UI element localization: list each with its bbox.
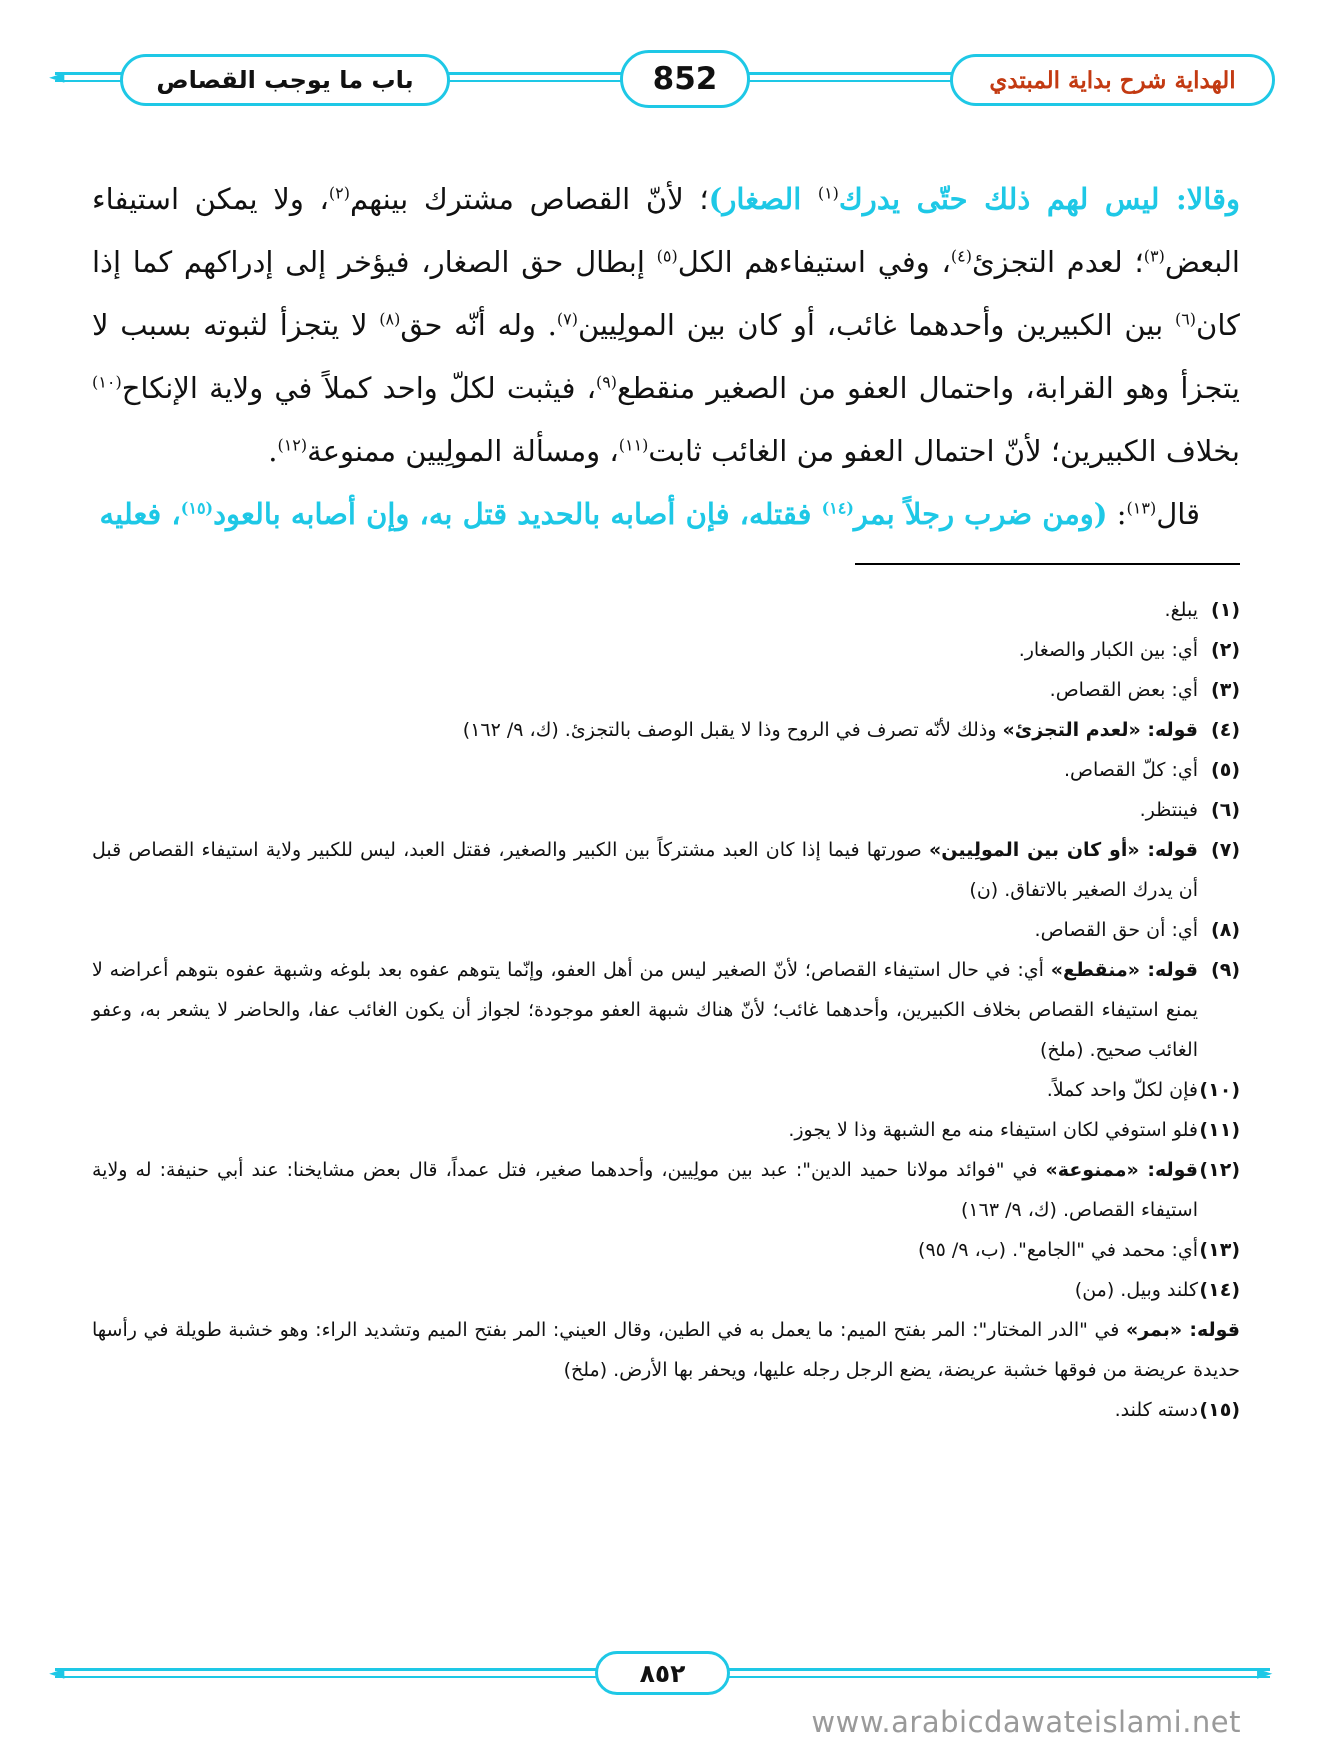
footnote-label: قوله: «أو كان بين المولِيين»: [928, 839, 1198, 861]
footnote-ref[interactable]: (١٣): [1126, 498, 1157, 518]
main-text: [92, 168, 1240, 546]
footnote-text: فلو استوفي لكان استيفاء منه مع الشبهة وذا لا يجوز.: [788, 1119, 1198, 1141]
footnote-text: دسته كلند.: [1114, 1399, 1198, 1421]
footnote-text: يبلغ.: [1164, 599, 1198, 621]
footnote-number: (١١): [1199, 1119, 1240, 1141]
sharh-text: بين الكبيرين وأحدهما غائب، أو كان بين المولِيين: [577, 308, 1175, 342]
sharh-text: ؛ لعدم التجزئ: [971, 245, 1144, 279]
footnote-7: [92, 830, 1240, 910]
footnote-number: (١): [1211, 599, 1240, 621]
footnote-number: (٣): [1211, 679, 1240, 701]
footnote-text: أي: بعض القصاص.: [1049, 679, 1198, 701]
footnote-text: في "فوائد مولانا حميد الدين": عبد بين مولِيين، وأحدهما صغير، فتل عمداً، قال بعض مشايخنا: عند أبي حنيفة: له ولاية استيفاء القصاص. (ك، ٩/ ١٦٣): [92, 1159, 1198, 1221]
sharh-text: . وله أنّه حق: [400, 308, 557, 342]
footnote-15: [92, 1390, 1240, 1430]
footnote-number: (٦): [1211, 799, 1240, 821]
footer-ornament-right: ►: [1257, 1660, 1273, 1684]
sharh-text: ؛ لأنّ القصاص مشترك بينهم: [349, 182, 709, 216]
matn-text: (ومن ضرب رجلاً بمر: [853, 497, 1108, 531]
footnotes: [92, 590, 1240, 1430]
footnote-label: قوله: «منقطع»: [1050, 959, 1198, 981]
footnote-number: (٢): [1211, 639, 1240, 661]
footnote-text: أي: أن حق القصاص.: [1034, 919, 1198, 941]
footnote-ref[interactable]: (١٤): [821, 498, 854, 518]
sharh-text: ، ومسألة المولِيين ممنوعة: [307, 434, 619, 468]
page-footer: [49, 1648, 1273, 1698]
footnote-text: أي: في حال استيفاء القصاص؛ لأنّ الصغير ليس من أهل العفو، وإنّما يتوهم عفوه بعد بلوغه وشبهة عفوه بتوهم أعراضه لا يمنع استيفاء القصاص بخلاف الكبيرين، وأحدهما غائب؛ لأنّ هناك شبهة العفو موجودة؛ لجواز أن يكون الغائب عفا، والحاضر لا يشعر به، وعفو الغائب صحيح. (ملخ): [92, 959, 1198, 1061]
chapter-title: باب ما يوجب القصاص: [120, 54, 450, 106]
sharh-text: .: [268, 434, 278, 468]
footnote-ref[interactable]: (٩): [595, 372, 618, 392]
footnote-ref[interactable]: (١): [817, 183, 839, 203]
footnote-text: أي: كلّ القصاص.: [1063, 759, 1198, 781]
footnote-ref[interactable]: (٧): [556, 309, 578, 329]
footnote-3: [92, 670, 1240, 710]
page-header: [49, 48, 1270, 108]
book-title: الهداية شرح بداية المبتدي: [950, 54, 1275, 106]
footer-page-number: ٨٥٢: [595, 1651, 730, 1695]
matn-text: الصغار): [708, 182, 818, 216]
footnote-text: في "الدر المختار": المر بفتح الميم: ما يعمل به في الطين، وقال العيني: المر بفتح الميم وتشديد الراء: وهو خشبة طويلة في رأسها حديدة عريضة من فوقها خشبة عريضة، يضع الرجل رجله عليها، ويحفر بها الأرض. (ملخ): [92, 1319, 1240, 1381]
sharh-text: لا يتجزأ لثبوته بسبب لا يتجزأ وهو القرابة، واحتمال العفو من الصغير منقطع: [92, 308, 1240, 405]
footnote-8: [92, 910, 1240, 950]
footnote-number: (٧): [1211, 839, 1240, 861]
footnote-text: أي: بين الكبار والصغار.: [1018, 639, 1198, 661]
sharh-text: ، ولا يمكن استيفاء البعض: [92, 182, 1240, 279]
header-ornament-left: ◄: [49, 64, 65, 88]
sharh-text: بخلاف الكبيرين؛ لأنّ احتمال العفو من الغائب ثابت: [648, 434, 1240, 468]
footnote-number: (١٣): [1199, 1239, 1240, 1261]
sharh-text: ، فيثبت لكلّ واحد كملاً في ولاية الإنكاح: [121, 371, 596, 405]
main-paragraph-2: [92, 483, 1240, 546]
footnote-1: [92, 590, 1240, 630]
footnote-label: قوله: «ممنوعة»: [1045, 1159, 1198, 1181]
footnote-ref[interactable]: (٢): [328, 183, 350, 203]
matn-text: ، فعليه: [99, 497, 181, 531]
footnote-text: فينتظر.: [1139, 799, 1198, 821]
footer-ornament-left: ◄: [49, 1660, 65, 1684]
footnote-11: [92, 1110, 1240, 1150]
matn-qala: وقالا:: [1176, 182, 1240, 216]
matn-text: فقتله، فإن أصابه بالحديد قتل به، وإن أصابه بالعود: [213, 497, 822, 531]
footnote-ref[interactable]: (٦): [1174, 309, 1197, 329]
footnote-ref[interactable]: (٨): [379, 309, 401, 329]
sharh-text: :: [1107, 497, 1127, 531]
footnote-12: [92, 1150, 1240, 1230]
matn-text: ليس لهم ذلك حتّى يدرك: [838, 182, 1177, 216]
footnote-text: صورتها فيما إذا كان العبد مشتركاً بين الكبير والصغير، فقتل العبد، ليس للكبير ولاية استيفاء القصاص قبل أن يدرك الصغير بالاتفاق. (ن): [92, 839, 1198, 901]
footnote-ref[interactable]: (١١): [618, 435, 649, 455]
footnote-text: أي: محمد في "الجامع". (ب، ٩/ ٩٥): [918, 1239, 1198, 1261]
footnote-label: قوله: «بمر»: [1125, 1319, 1240, 1341]
footnote-10: [92, 1070, 1240, 1110]
footnote-number: (١٤): [1199, 1279, 1240, 1301]
footnote-ref[interactable]: (١٢): [277, 435, 308, 455]
footnote-number: (٤): [1211, 719, 1240, 741]
footnote-text: كلند وبيل. (من): [1074, 1279, 1198, 1301]
footnote-ref[interactable]: (١٠): [92, 372, 122, 392]
main-paragraph-1: [92, 168, 1240, 483]
footnote-5: [92, 750, 1240, 790]
website-watermark: www.arabicdawateislami.net: [811, 1705, 1241, 1739]
footnote-2: [92, 630, 1240, 670]
footnote-number: (٨): [1211, 919, 1240, 941]
page-number: 852: [620, 50, 750, 108]
footnote-14-addendum: [92, 1310, 1240, 1390]
footnote-text: وذلك لأنّه تصرف في الروح وذا لا يقبل الوصف بالتجزئ. (ك، ٩/ ١٦٢): [462, 719, 1003, 741]
sharh-text: قال: [1156, 497, 1200, 531]
footnote-ref[interactable]: (٤): [950, 246, 972, 266]
footnote-number: (١٥): [1199, 1399, 1240, 1421]
footnote-number: (٩): [1211, 959, 1240, 981]
sharh-text: إبطال حق الصغار، فيؤخر إلى إدراكهم كما إذا كان: [92, 245, 1240, 342]
footnote-separator: [855, 563, 1240, 565]
footnote-number: (١٢): [1199, 1159, 1240, 1181]
footnote-ref[interactable]: (٥): [656, 246, 678, 266]
footnote-14: [92, 1270, 1240, 1310]
footnote-6: [92, 790, 1240, 830]
footnote-ref[interactable]: (١٥): [180, 498, 214, 518]
footnote-13: [92, 1230, 1240, 1270]
footnote-text: فإن لكلّ واحد كملاً.: [1046, 1079, 1198, 1101]
sharh-text: ، وفي استيفاءهم الكل: [677, 245, 951, 279]
footnote-number: (١٠): [1199, 1079, 1240, 1101]
footnote-label: قوله: «لعدم التجزئ»: [1002, 719, 1198, 741]
footnote-number: (٥): [1211, 759, 1240, 781]
footnote-4: [92, 710, 1240, 750]
footnote-9: [92, 950, 1240, 1070]
footnote-ref[interactable]: (٣): [1143, 246, 1165, 266]
